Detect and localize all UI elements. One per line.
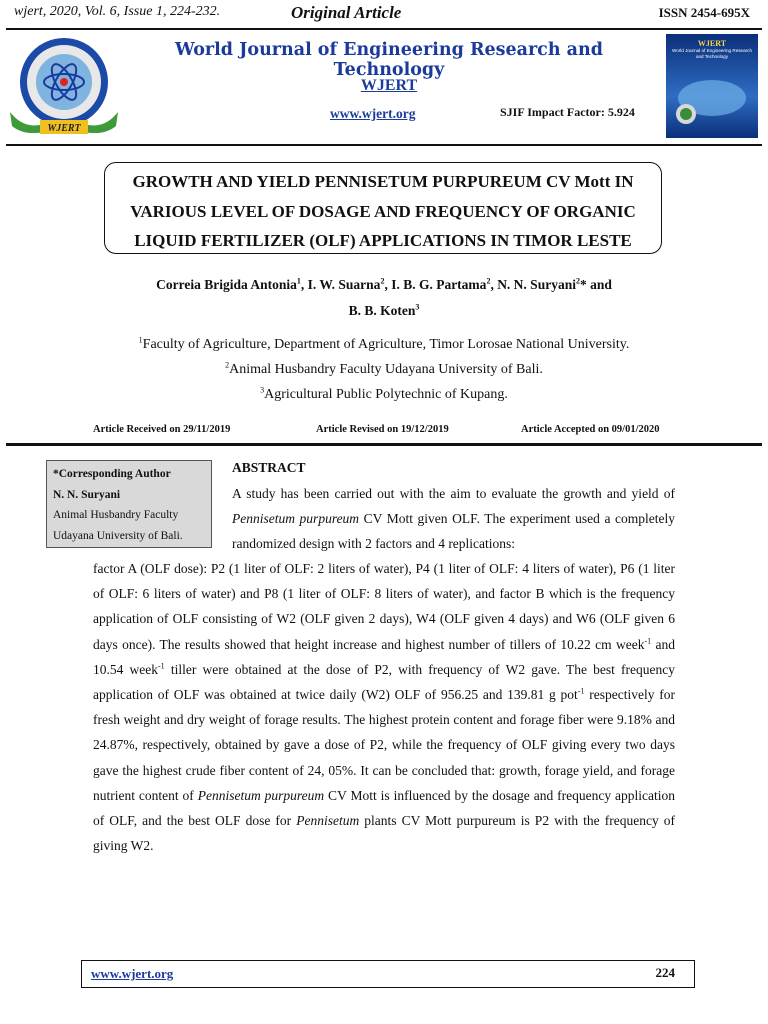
title-line: LIQUID FERTILIZER (OLF) APPLICATIONS IN TIMOR LESTE <box>134 231 632 250</box>
journal-logo <box>4 34 124 138</box>
footer-website-link[interactable]: www.wjert.org <box>91 966 174 981</box>
author: N. N. Suryani <box>497 277 576 292</box>
title-line: GROWTH AND YIELD PENNISETUM PURPUREUM CV Mott IN <box>132 172 634 191</box>
corresponding-heading: *Corresponding Author <box>53 468 171 480</box>
logo-label: WJERT <box>47 123 81 134</box>
corresponding-affiliation: Animal Husbandry Faculty <box>53 509 179 521</box>
citation: wjert, 2020, Vol. 6, Issue 1, 224-232. <box>14 4 221 19</box>
affiliation: $^2$Animal Husbandry Faculty Udayana University of Bali. <box>225 360 543 377</box>
article-title <box>104 162 662 254</box>
section-rule <box>6 443 762 446</box>
abstract-paragraph: factor A (OLF dose): P2 (1 liter of OLF: 2 liters of water), P4 (1 liter of OLF: 4 liters of water), P6 (1 liter of OLF: 6 liters of water) and P8 (1 liter of OLF: 8 liters of water), and factor B which is the frequency application of OLF consisting of W2 (OLF given 2 days), W4 (OLF given 4 days) and W6 (OLF given 6 days once). The results showed that height increase and highest number of tillers of 10.22 cm week$^{-1}$ and 10.54 week$^{-1}$ tiller were obtained at the dose of P2, with frequency of W2 gave. The best frequency application of OLF was obtained at twice daily (W2) OLF of 956.25 and 139.81 g pot$^{-1}$ respectively for fresh weight and dry weight of forage results. The highest protein content and forage fiber were 9.18% and 24.87%, respectively, obtained by gave a dose of P2, while the frequency of OLF giving every two days gave the highest crude fiber content of 24, 05%. It can be concluded that: growth, forage yield, and forage nutrient content of Pennisetum purpureum CV Mott is influenced by the dosage and frequency application of OLF, and the best OLF dose for Pennisetum plants CV Mott purpureum is P2 with the frequency of giving W2. <box>93 561 676 854</box>
author: B. B. Koten <box>348 303 416 318</box>
article-type: Original Article <box>291 3 402 22</box>
header-rule <box>6 28 762 30</box>
affiliation: $^3$Agricultural Public Polytechnic of Kupang. <box>260 385 508 402</box>
journal-cover-image <box>666 34 758 138</box>
accepted-date: Article Accepted on 09/01/2020 <box>521 424 660 435</box>
abstract-heading: ABSTRACT <box>232 460 306 475</box>
abstract-paragraph: A study has been carried out with the aim to evaluate the growth and yield of Pennisetum purpureum CV Mott given OLF. The experiment used a completely randomized design with 2 factors and 4 replications: <box>232 486 675 552</box>
received-date: Article Received on 29/11/2019 <box>93 424 231 435</box>
page-footer <box>81 960 695 988</box>
issn: ISSN 2454-695X <box>658 5 750 20</box>
page-number: 224 <box>655 965 675 980</box>
author: I. W. Suarna <box>307 277 381 292</box>
journal-abbrev[interactable]: WJERT <box>360 77 418 94</box>
corresponding-name: N. N. Suryani <box>53 488 121 501</box>
journal-name: World Journal of Engineering Research and Technology <box>175 40 603 80</box>
author-list: Correia Brigida Antonia$^1$, I. W. Suarna$^2$, I. B. G. Partama$^2$, N. N. Suryani$^2$* and B. B. Koten$^3$ <box>156 276 612 318</box>
author: I. B. G. Partama <box>391 277 487 292</box>
cover-title: WJERT <box>697 39 727 48</box>
corresponding-affiliation: Udayana University of Bali. <box>53 529 183 542</box>
affiliation: $^1$Faculty of Agriculture, Department of Agriculture, Timor Lorosae National University. <box>138 335 630 352</box>
author: Correia Brigida Antonia <box>156 277 297 292</box>
revised-date: Article Revised on 19/12/2019 <box>316 424 449 435</box>
journal-website-link[interactable]: www.wjert.org <box>330 106 416 121</box>
cover-subtitle: World Journal of Engineering Research and Technology <box>671 48 753 59</box>
title-line: VARIOUS LEVEL OF DOSAGE AND FREQUENCY OF ORGANIC <box>130 201 636 221</box>
running-header <box>14 4 750 24</box>
impact-factor: SJIF Impact Factor: 5.924 <box>500 105 635 119</box>
corresponding-author-box <box>46 460 212 548</box>
masthead-rule <box>6 144 762 146</box>
